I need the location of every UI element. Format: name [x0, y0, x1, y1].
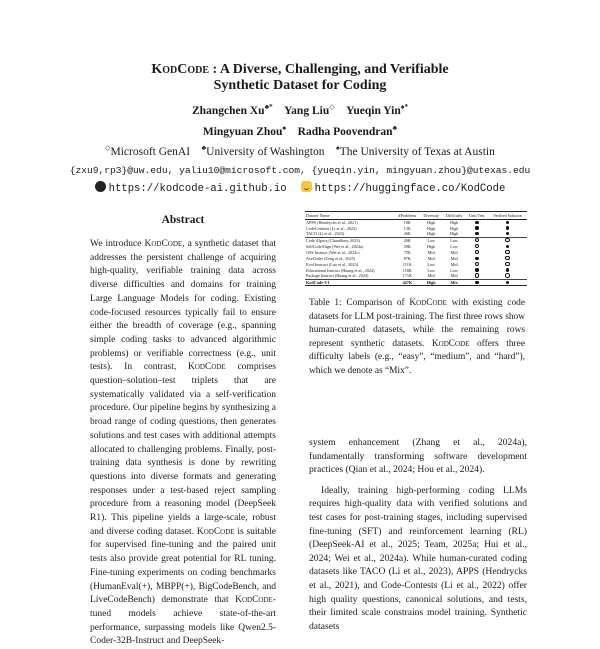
diversity-cell: High	[427, 231, 436, 237]
difficulty-cell: Low	[442, 237, 465, 244]
problems-cell: 13K	[403, 225, 411, 231]
author-mark: ♣	[392, 124, 398, 132]
github-icon	[95, 181, 106, 192]
problems-cell: 75K	[403, 249, 411, 255]
author-name: Radha Poovendran	[297, 125, 393, 138]
huggingface-link[interactable]: https://huggingface.co/KodCode	[314, 183, 506, 195]
dataset-name-cell: Educational Instruct (Huang et al., 2024)	[306, 267, 375, 273]
authors-line2	[0, 121, 600, 139]
author-mark: ♠	[282, 124, 287, 132]
paper-title-line2: Synthetic Dataset for Coding	[213, 78, 387, 93]
empty-circle-icon	[505, 256, 510, 261]
diversity-cell: High	[427, 243, 436, 249]
filled-circle-icon	[475, 232, 478, 235]
empty-circle-icon	[475, 238, 480, 243]
problems-cell: 87K	[403, 255, 411, 261]
problems-cell: 10K	[403, 220, 411, 226]
difficulty-cell: Mid	[450, 255, 458, 261]
difficulty-cell: Low	[450, 267, 458, 273]
affiliation-mark: ◇	[105, 144, 111, 152]
text-run: offers three difficulty labels (e.g., “easy”, “medium”, and “hard”), which we denote as “Mix”.	[309, 338, 525, 376]
huggingface-icon	[301, 181, 312, 192]
dataset-name: KodCode	[188, 362, 226, 373]
title-dataset-name: KodCode	[151, 62, 210, 77]
dataset-name-cell: CodeContests (Li et al., 2022)	[306, 225, 357, 231]
abstract-text	[90, 238, 276, 649]
filled-circle-icon	[506, 226, 509, 229]
affiliation-mark: ♠	[335, 144, 340, 152]
difficulty-cell: Low	[450, 243, 458, 249]
body-paragraph-2: Ideally, training high-performing coding LLMs requires high-quality data with verified solutions and test cases for post-training stages, including supervised fine-tuning (SFT) and reinforcement learning (RL) (DeepSeek-AI et al., 2025; Team, 2025a; Hui et al., 2024; Wei et al., 2024a). While human-curated coding datasets like TACO (Li et al., 2023), APPS (Hendrycks et al., 2021), and Code-Contests (Li et al., 2022) offer high quality questions, canonical solutions, and tests, their limited scale constrains model training. Synthetic datasets	[309, 484, 527, 632]
difficulty-cell: High	[449, 231, 459, 237]
affiliation-name: Microsoft GenAI	[110, 145, 191, 158]
table-header-cell: Verified Solution	[493, 213, 522, 218]
empty-circle-icon	[475, 250, 480, 255]
problems-cell: 50K	[403, 243, 411, 249]
diversity-cell: Low	[427, 261, 436, 267]
author-mark: ♠*	[400, 103, 408, 111]
table-row	[305, 280, 527, 286]
dataset-name-cell: KodCode-V1	[305, 280, 395, 286]
authors-line1	[0, 100, 600, 118]
affiliation-mark: ♣	[201, 144, 207, 152]
table-header-cell: #Problems	[398, 213, 417, 218]
problems-cell: 171K	[402, 273, 412, 279]
body-paragraph-1: system enhancement (Zhang et al., 2024a), fundamentally transforming software development practices (Qian et al., 2024; Hou et al., 2024).	[309, 437, 527, 476]
filled-circle-icon	[506, 281, 509, 284]
dataset-name-cell: TACO (Li et al., 2023)	[306, 231, 345, 237]
table-header-cell: Unit Test	[469, 213, 485, 218]
text-run: We introduce	[90, 239, 145, 249]
dataset-name-cell: Evol Instruct (Luo et al., 2023)	[306, 261, 358, 267]
table-caption	[309, 297, 525, 378]
author-mark: ♣*	[264, 103, 273, 111]
filled-circle-icon	[475, 268, 478, 271]
project-links	[0, 181, 600, 196]
title-rest: : A Diverse, Challenging, and Verifiable	[209, 62, 449, 77]
dataset-name: KodCode	[235, 595, 273, 606]
difficulty-cell: High	[449, 225, 459, 231]
filled-circle-icon	[506, 268, 509, 271]
difficulty-cell: Mid	[450, 249, 458, 255]
empty-circle-icon	[475, 262, 480, 267]
diversity-cell: Low	[427, 267, 436, 273]
author-name: Yang Liu	[284, 104, 330, 117]
difficulty-cell: Mid	[450, 261, 458, 267]
author-emails: {zxu9,rp3}@uw.edu, yaliu10@microsoft.com, {yueqin.yin, mingyuan.zhou}@utexas.edu	[69, 165, 531, 176]
dataset-name-cell: AceCoder (Zeng et al., 2025)	[306, 255, 356, 261]
diversity-cell: Mid	[427, 249, 435, 255]
filled-circle-icon	[506, 232, 509, 235]
empty-circle-icon	[505, 262, 510, 267]
dataset-name-cell: APPS (Hendrycks et al., 2021)	[306, 220, 358, 226]
unit-cell	[466, 280, 488, 286]
dataset-name: KodCode	[144, 239, 183, 249]
comparison-table	[305, 211, 527, 286]
dataset-name: KodCode	[196, 526, 235, 537]
empty-circle-icon	[505, 250, 510, 255]
body-text	[309, 436, 527, 633]
empty-circle-icon	[475, 273, 480, 278]
problems-cell: 26K	[403, 231, 411, 237]
diversity-cell: High	[427, 220, 436, 226]
dataset-name-cell: OSS Instruct (Wei et al., 2024c)	[306, 249, 360, 255]
dataset-name-cell: Code Alpaca (Chaudhary, 2023)	[305, 237, 395, 244]
empty-circle-icon	[505, 273, 510, 278]
filled-circle-icon	[506, 245, 509, 248]
diversity-cell: High	[427, 225, 436, 231]
dataset-name: KodCode	[409, 298, 447, 308]
author-name: Yueqin Yin	[346, 104, 401, 117]
problems-cell: 111K	[402, 261, 412, 267]
problems-cell: 447K	[395, 280, 420, 286]
text-run: with existing code datasets for LLM post-training. The first three rows show human-curated datasets, while the remaining rows represent synthetic datasets.	[309, 298, 525, 349]
affiliation-name: The University of Texas at Austin	[339, 145, 495, 158]
diversity-cell: High	[420, 280, 442, 286]
problems-cell: 118K	[402, 267, 412, 273]
filled-circle-icon	[475, 257, 478, 260]
affiliation-name: University of Washington	[206, 145, 325, 158]
table-header-cell: Diversity	[423, 213, 439, 218]
table-header-row	[305, 212, 527, 220]
filled-circle-icon	[475, 221, 478, 224]
filled-circle-icon	[475, 281, 478, 284]
affiliations	[0, 141, 600, 159]
text-run: comprises question–solution–test triplets that are systematically validated via a self-verification procedure. Our pipeline begins by synthesizing a broad range of coding questions, then generates solutions and test cases with additional attempts allocated to challenging problems. Finally, post-training data synthesis is done by rewriting questions into diverse formats and generating responses under a test-based reject sampling procedure from a reasoning model (DeepSeek R1). This pipeline yields a large-scale, robust and diverse coding dataset.	[90, 362, 276, 537]
dataset-name-cell: Package Instruct (Huang et al., 2024)	[306, 273, 369, 279]
dataset-name-cell: SelfCodeAlign (Wei et al., 2024a)	[306, 243, 364, 249]
author-name: Mingyuan Zhou	[202, 125, 283, 138]
difficulty-cell: Mid	[450, 273, 458, 279]
github-link[interactable]: https://kodcode-ai.github.io	[108, 183, 287, 195]
text-run: is suitable for supervised fine-tuning and the paired unit tests also provide great potential for RL tuning. Fine-tuning experiments on coding benchmarks (HumanEval(+), MBPP(+), BigCodeBench, and LiveCodeBench) demonstrate that	[90, 526, 276, 606]
text-run: Table 1: Comparison of	[309, 298, 410, 308]
author-name: Zhangchen Xu	[192, 104, 265, 117]
difficulty-cell: High	[449, 220, 459, 226]
diversity-cell: Mid	[427, 255, 435, 261]
filled-circle-icon	[475, 226, 478, 229]
dataset-name: KodCode	[431, 338, 470, 349]
difficulty-cell: Mix	[442, 280, 465, 286]
diversity-cell: Low	[420, 237, 442, 244]
abstract-heading: Abstract	[161, 214, 205, 226]
text-run: , a synthetic dataset that addresses the persistent challenge of acquiring high-quality, verifiable training data across diverse difficulties and domains for training Large Language Models for coding. Existing code-focused resources typically fail to ensure either the breadth of coverage (e.g., spanning simple coding tasks to advanced algorithmic problems) or verifiable correctness (e.g., unit tests). In contrast,	[90, 239, 276, 373]
filled-circle-icon	[506, 221, 509, 224]
diversity-cell: Mid	[427, 273, 435, 279]
author-mark: ◇	[329, 103, 335, 111]
problems-cell: 20K	[395, 237, 420, 244]
table-header-cell: Difficulty	[445, 213, 463, 218]
text-run: -tuned models achieve state-of-the-art performance, surpassing models like Qwen2.5-Coder-32B-Instruct and DeepSeek-	[90, 595, 276, 647]
verified-cell	[488, 280, 527, 286]
empty-circle-icon	[475, 244, 480, 249]
empty-circle-icon	[505, 238, 510, 243]
table-header-cell: Dataset Name	[306, 213, 330, 218]
paper-title	[0, 62, 600, 78]
